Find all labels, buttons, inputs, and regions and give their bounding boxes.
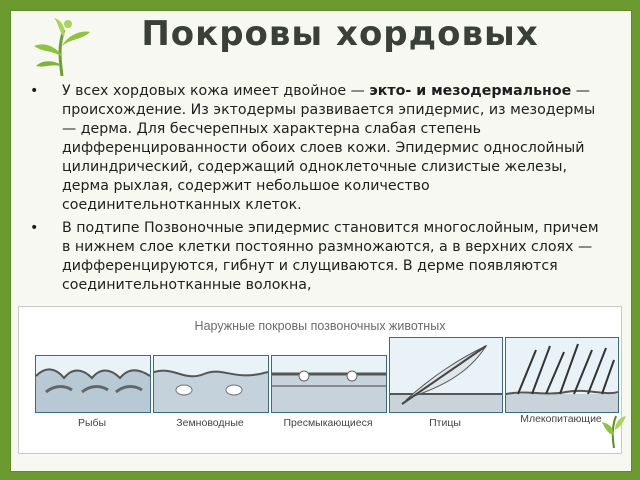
caption-mammals: Млекопитающие [520, 413, 602, 425]
reptile-skin-panel [271, 355, 387, 413]
slide-title: Покровы хордовых [141, 14, 539, 54]
bullet-list [26, 82, 611, 299]
amphibian-skin-panel [153, 355, 269, 413]
caption-reptiles: Пресмыкающиеся [283, 417, 373, 429]
paragraph-text: У всех хордовых кожа имеет двойное — экто- и мезодермальное — происхождение. Из эктодермы развивается эпидермис, из мезодермы — дерма. Для бесчерепных характерна слабая степень дифференцированности обоих слоев кожи. Эпидермис однослойный цилиндрический, содержащий одноклеточные слизистые железы, дерма рыхлая, содержит небольшое количество соединительнотканных клеток. [62, 83, 596, 213]
caption-fish: Рыбы [77, 417, 107, 429]
caption-amphibians: Земноводные [176, 417, 244, 429]
bullet-item [26, 219, 611, 295]
bird-skin-panel [389, 337, 503, 413]
plant-logo-icon [28, 16, 98, 78]
paragraph-text: В подтипе Позвоночные эпидермис становится многослойным, причем в нижнем слое клетки постоянно размножаются, а в верхних слоях — дифференцируются, гибнут и слущиваются. В дерме появляются соединительнотканные волокна, [62, 220, 599, 293]
bullet-item [26, 82, 611, 215]
corner-logo-icon [602, 414, 626, 450]
skin-figure [18, 306, 622, 454]
figure-title: Наружные покровы позвоночных животных [194, 319, 446, 333]
mammal-skin-panel [505, 337, 619, 413]
bullet-marker: • [30, 83, 39, 99]
caption-birds: Птицы [429, 417, 461, 429]
bold-term: экто- и мезодермальное [369, 83, 572, 99]
bullet-marker: • [30, 220, 39, 236]
fish-skin-panel [35, 355, 151, 413]
